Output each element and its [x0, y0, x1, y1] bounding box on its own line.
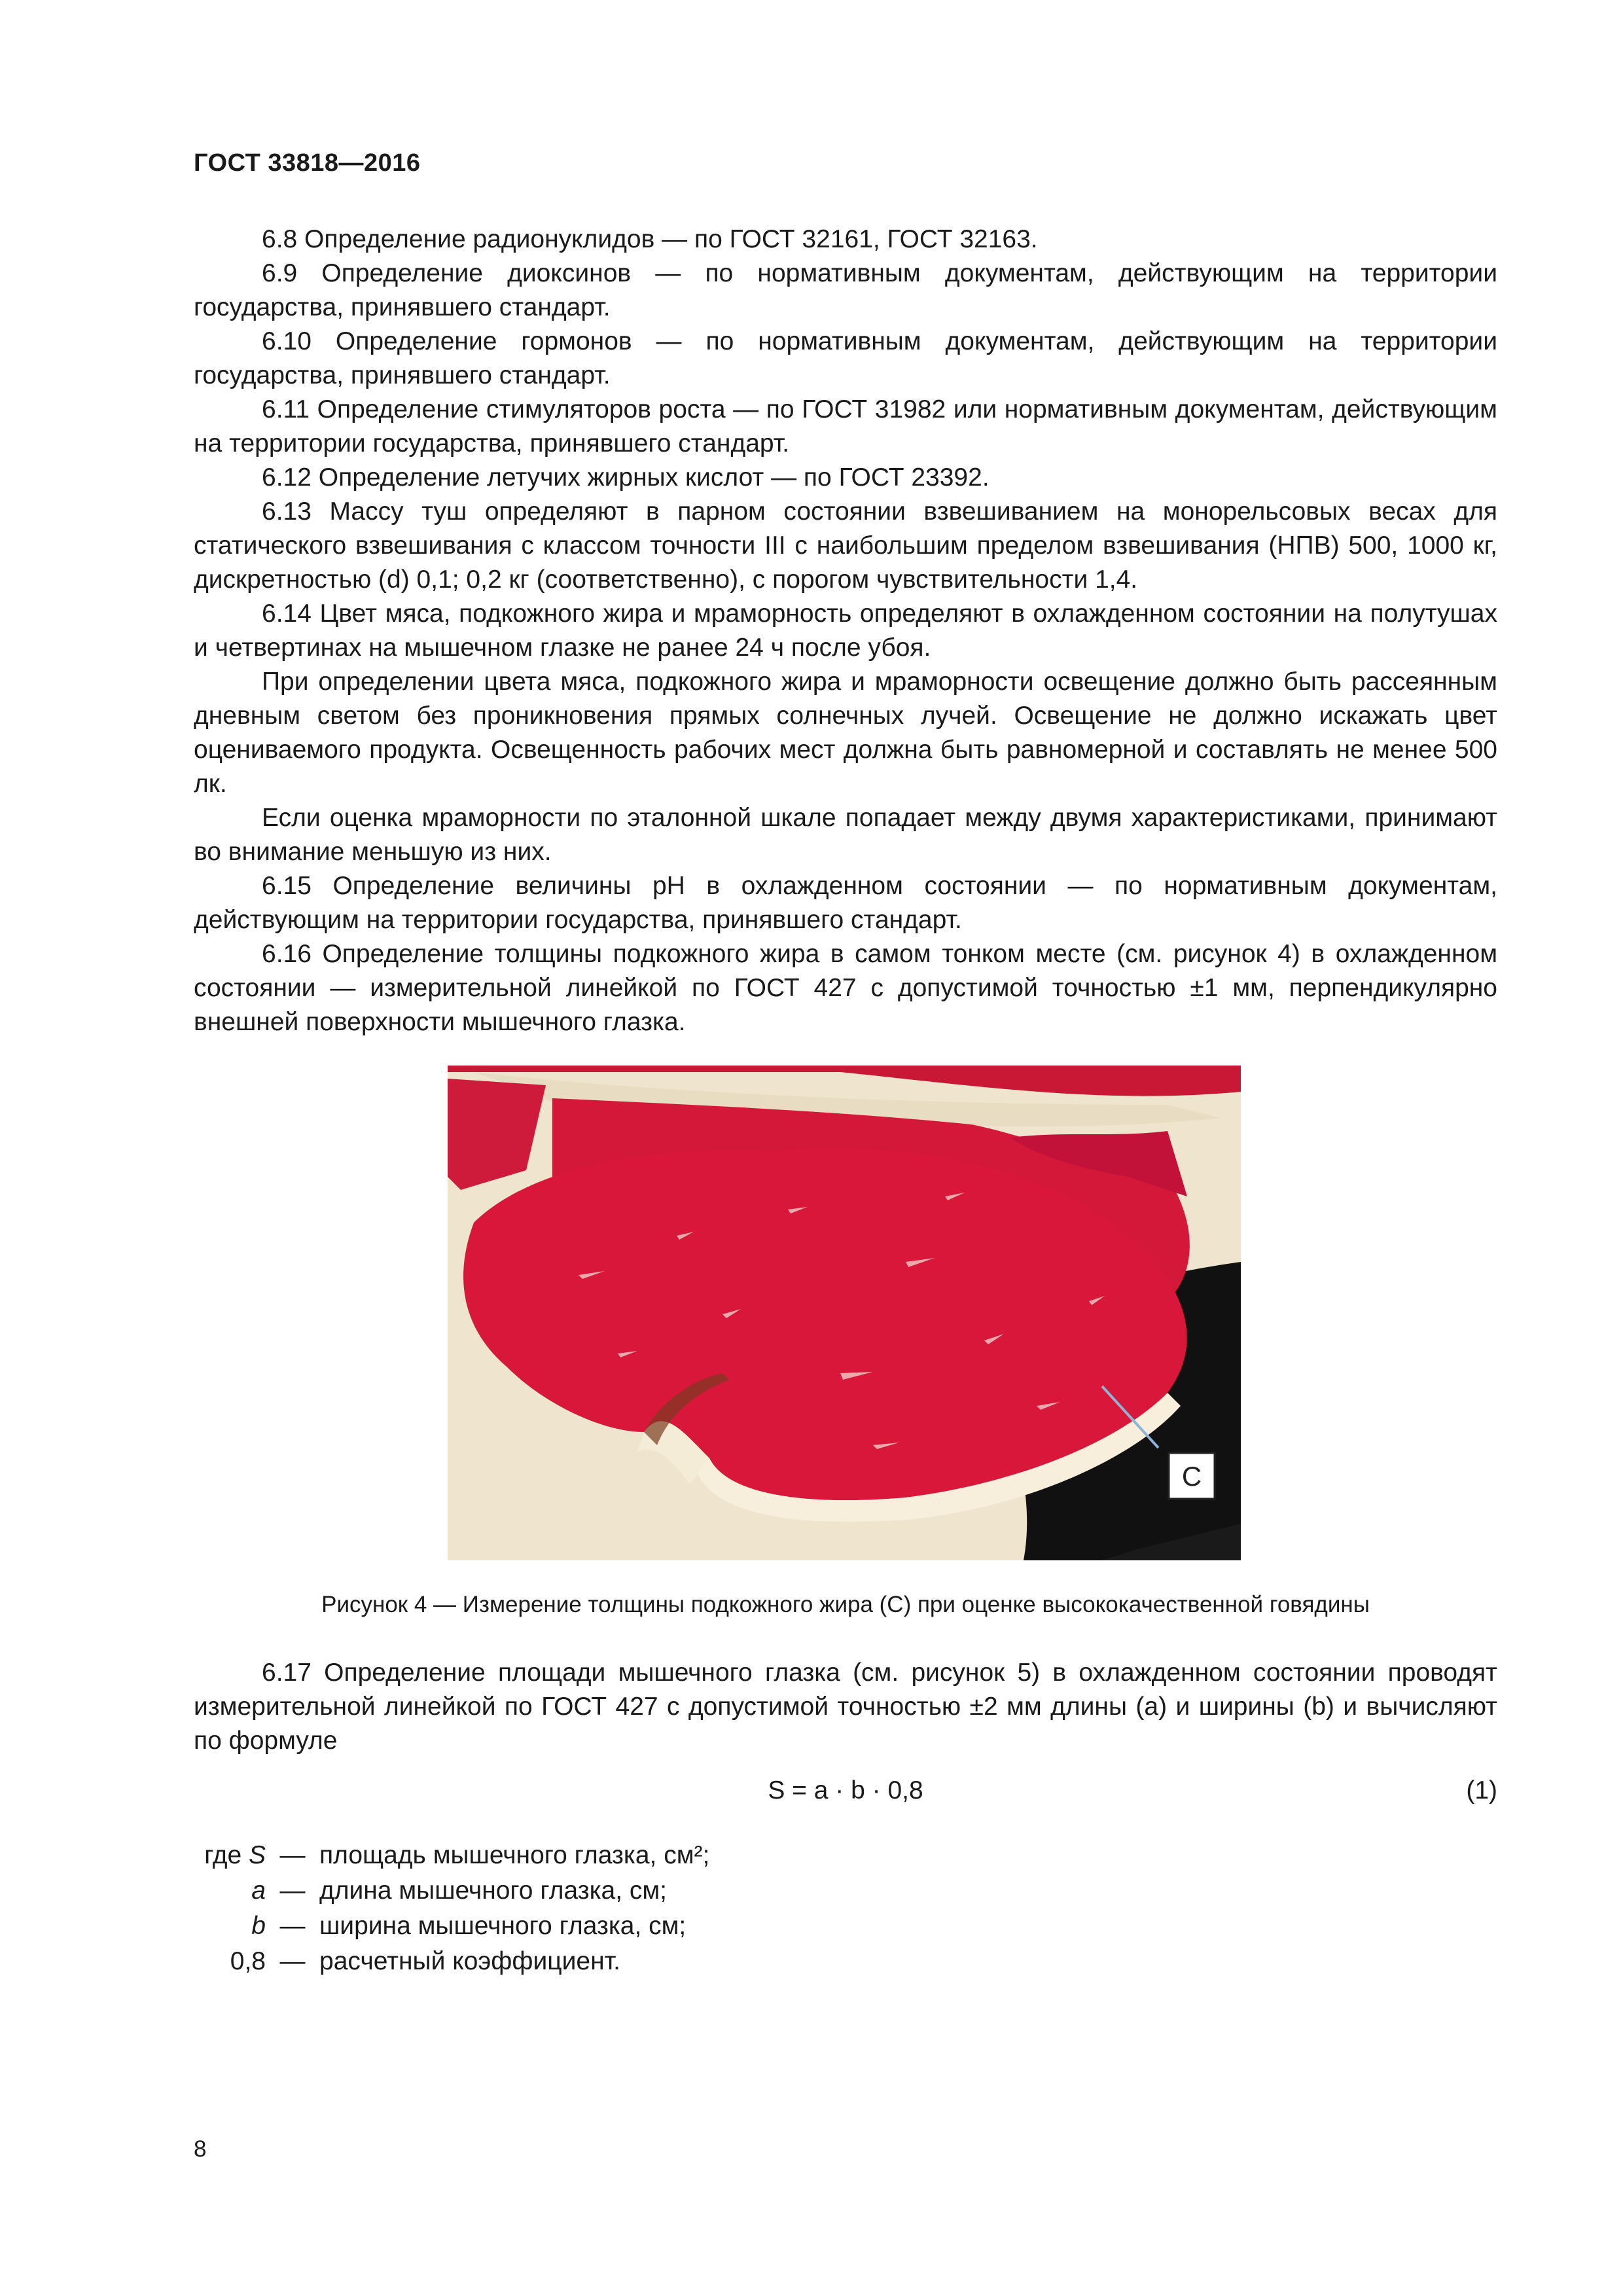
paragraph-6-9: 6.9 Определение диоксинов — по нормативным документам, действующим на территории государства, принявшего стандарт.: [194, 259, 1497, 321]
paragraph-lighting: При определении цвета мяса, подкожного жира и мраморности освещение должно быть рассеянным дневным светом без проникновения прямых солнечных лучей. Освещение не должно искажать цвет оцениваемого продукта. Освещенность рабочих мест должна быть равномерной и составлять не менее 500 лк.: [194, 668, 1497, 798]
legend-prefix: где: [204, 1841, 242, 1869]
legend-row: [194, 1909, 709, 1944]
legend-symbol-text: S: [248, 1841, 266, 1869]
legend-symbol-text: b: [251, 1912, 266, 1940]
legend-row: [194, 1873, 709, 1909]
legend-dash: —: [279, 1876, 306, 1905]
paragraph-6-15: 6.15 Определение величины pH в охлажденном состоянии — по нормативным документам, действующим на территории государства, принявшего стандарт.: [194, 872, 1497, 934]
legend-text: длина мышечного глазка, см;: [319, 1876, 668, 1905]
paragraph-marbling: Если оценка мраморности по эталонной шкале попадает между двумя характеристиками, принимают во внимание меньшую из них.: [194, 804, 1497, 866]
figure-caption: Рисунок 4 — Измерение толщины подкожного жира (С) при оценке высококачественной говядины: [321, 1592, 1370, 1617]
legend-text: расчетный коэффициент.: [319, 1947, 620, 1975]
paragraph-6-14: 6.14 Цвет мяса, подкожного жира и мраморность определяют в охлажденном состоянии на полутушах и четвертинах на мышечном глазке не ранее 24 ч после убоя.: [194, 600, 1497, 662]
paragraph-6-17-block: [194, 1656, 1497, 1758]
legend-symbol: 0,8: [230, 1947, 266, 1975]
paragraph-6-12: 6.12 Определение летучих жирных кислот — по ГОСТ 23392.: [262, 463, 990, 492]
legend-symbol: [194, 1873, 266, 1909]
paragraph-6-10: 6.10 Определение гормонов — по нормативным документам, действующим на территории государства, принявшего стандарт.: [194, 327, 1497, 389]
legend-dash: —: [279, 1912, 306, 1940]
paragraph-6-8: 6.8 Определение радионуклидов — по ГОСТ 32161, ГОСТ 32163.: [262, 225, 1038, 253]
figure-label-c: C: [1181, 1461, 1202, 1492]
figure-beef-ribeye: [448, 1066, 1241, 1560]
paragraph-6-11: 6.11 Определение стимуляторов роста — по ГОСТ 31982 или нормативным документам, действующим на территории государства, принявшего стандарт.: [194, 395, 1497, 457]
formula-legend: [194, 1838, 709, 1979]
legend-dash: —: [279, 1947, 306, 1975]
document-header: ГОСТ 33818—2016: [194, 149, 421, 177]
legend-dash: —: [279, 1841, 306, 1869]
formula-number: (1): [1466, 1776, 1497, 1804]
paragraph-6-17: 6.17 Определение площади мышечного глазка (см. рисунок 5) в охлажденном состоянии проводят измерительной линейкой по ГОСТ 427 с допустимой точностью ±2 мм длины (a) и ширины (b) и вычисляют по формуле: [194, 1659, 1497, 1755]
main-text: [194, 223, 1497, 1039]
formula-expression: S = a · b · 0,8: [768, 1776, 923, 1804]
legend-text: ширина мышечного глазка, см;: [319, 1912, 687, 1940]
legend-text: площадь мышечного глазка, см²;: [319, 1841, 710, 1869]
legend-symbol-text: a: [251, 1876, 266, 1905]
paragraph-6-16: 6.16 Определение толщины подкожного жира в самом тонком месте (см. рисунок 4) в охлажденном состоянии — измерительной линейкой по ГОСТ 427 с допустимой точностью ±1 мм, перпендикулярно внешней поверхности мышечного глазка.: [194, 940, 1497, 1036]
page-number: 8: [194, 2136, 207, 2162]
legend-symbol: [194, 1838, 266, 1873]
legend-row: [194, 1944, 709, 1979]
beef-cross-section-image: [448, 1066, 1241, 1560]
legend-row: [194, 1838, 709, 1873]
paragraph-6-13: 6.13 Массу туш определяют в парном состоянии взвешиванием на монорельсовых весах для статического взвешивания с классом точности III с наибольшим пределом взвешивания (НПВ) 500, 1000 кг, дискретностью (d) 0,1; 0,2 кг (соответственно), с порогом чувствительности 1,4.: [194, 497, 1497, 594]
formula-area: [194, 1774, 1497, 1808]
legend-symbol: [194, 1909, 266, 1944]
